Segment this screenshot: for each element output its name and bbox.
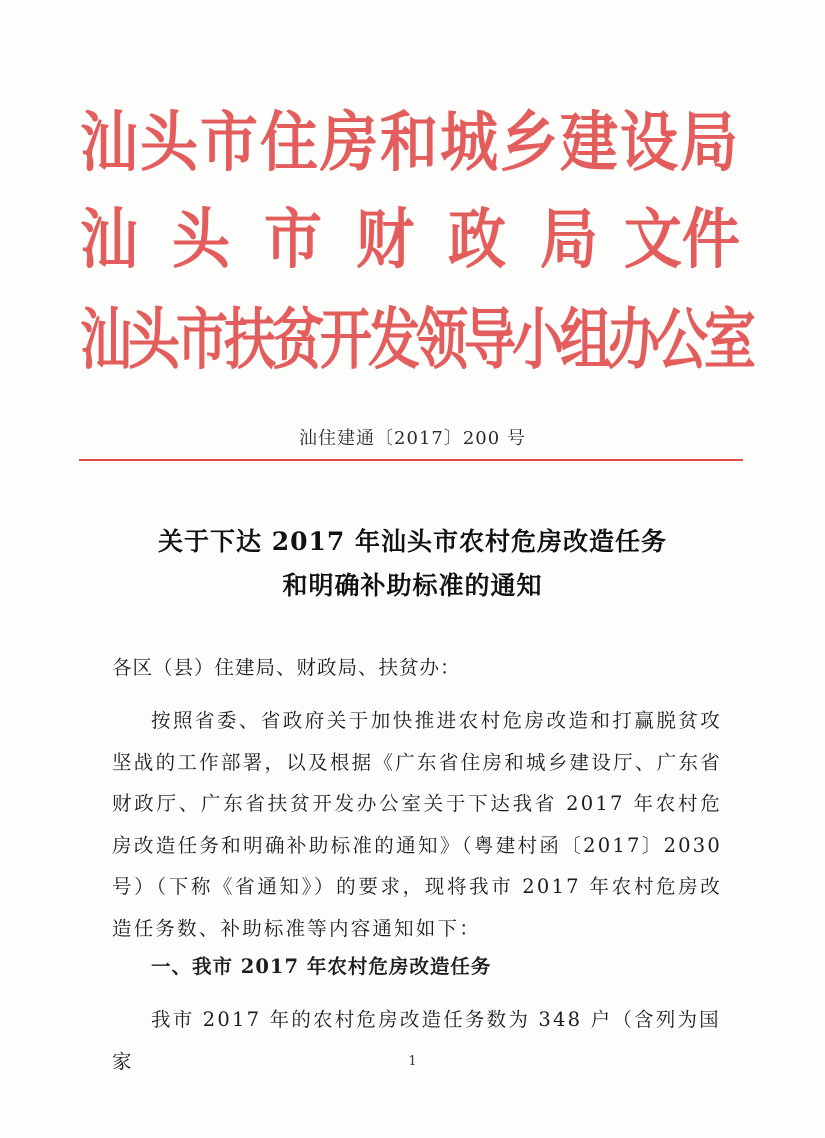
document-title-line-2: 和明确补助标准的通知 [282,571,543,600]
page-number: 1 [408,1054,417,1069]
issuer-line-2 [80,200,740,278]
issuer-line-2-char: 汕 [80,201,139,278]
document-number: 汕住建通〔2017〕200 号 [299,428,526,449]
salutation: 各区（县）住建局、财政局、扶贫办： [112,656,461,679]
issuer-line-2-char: 政 [447,201,506,278]
issuer-line-2-char: 财 [355,201,414,278]
paragraph-1: 按照省委、省政府关于加快推进农村危房改造和打赢脱贫攻坚战的工作部署，以及根据《广东省住房和城乡建设厅、广东省财政厅、广东省扶贫开发办公室关于下达我省 2017 年农村危房改造任务和明确补助标准的通知》（粤建村函〔2017〕2030 号）（下称《省通知》）的要求，现将我市 2017 年农村危房改造任务数、补助标准等内容通知如下： [112,709,722,940]
issuer-line-1: 汕头市住房和城乡建设局 [80,104,741,181]
issuer-line-2-char: 局 [539,201,598,278]
red-divider [79,459,743,461]
issuer-line-2-char: 头 [171,201,230,278]
issuer-line-3: 汕头市扶贫开发领导小组办公室 [80,302,753,380]
document-title-line-1: 关于下达 2017 年汕头市农村危房改造任务 [158,527,667,556]
issuer-line-2-suffix: 文件 [623,201,740,278]
paragraph-2: 我市 2017 年的农村危房改造任务数为 348 户（含列为国家 [112,1008,721,1073]
issuer-line-2-char: 市 [263,201,322,278]
section-heading-1: 一、我市 2017 年农村危房改造任务 [151,955,492,978]
